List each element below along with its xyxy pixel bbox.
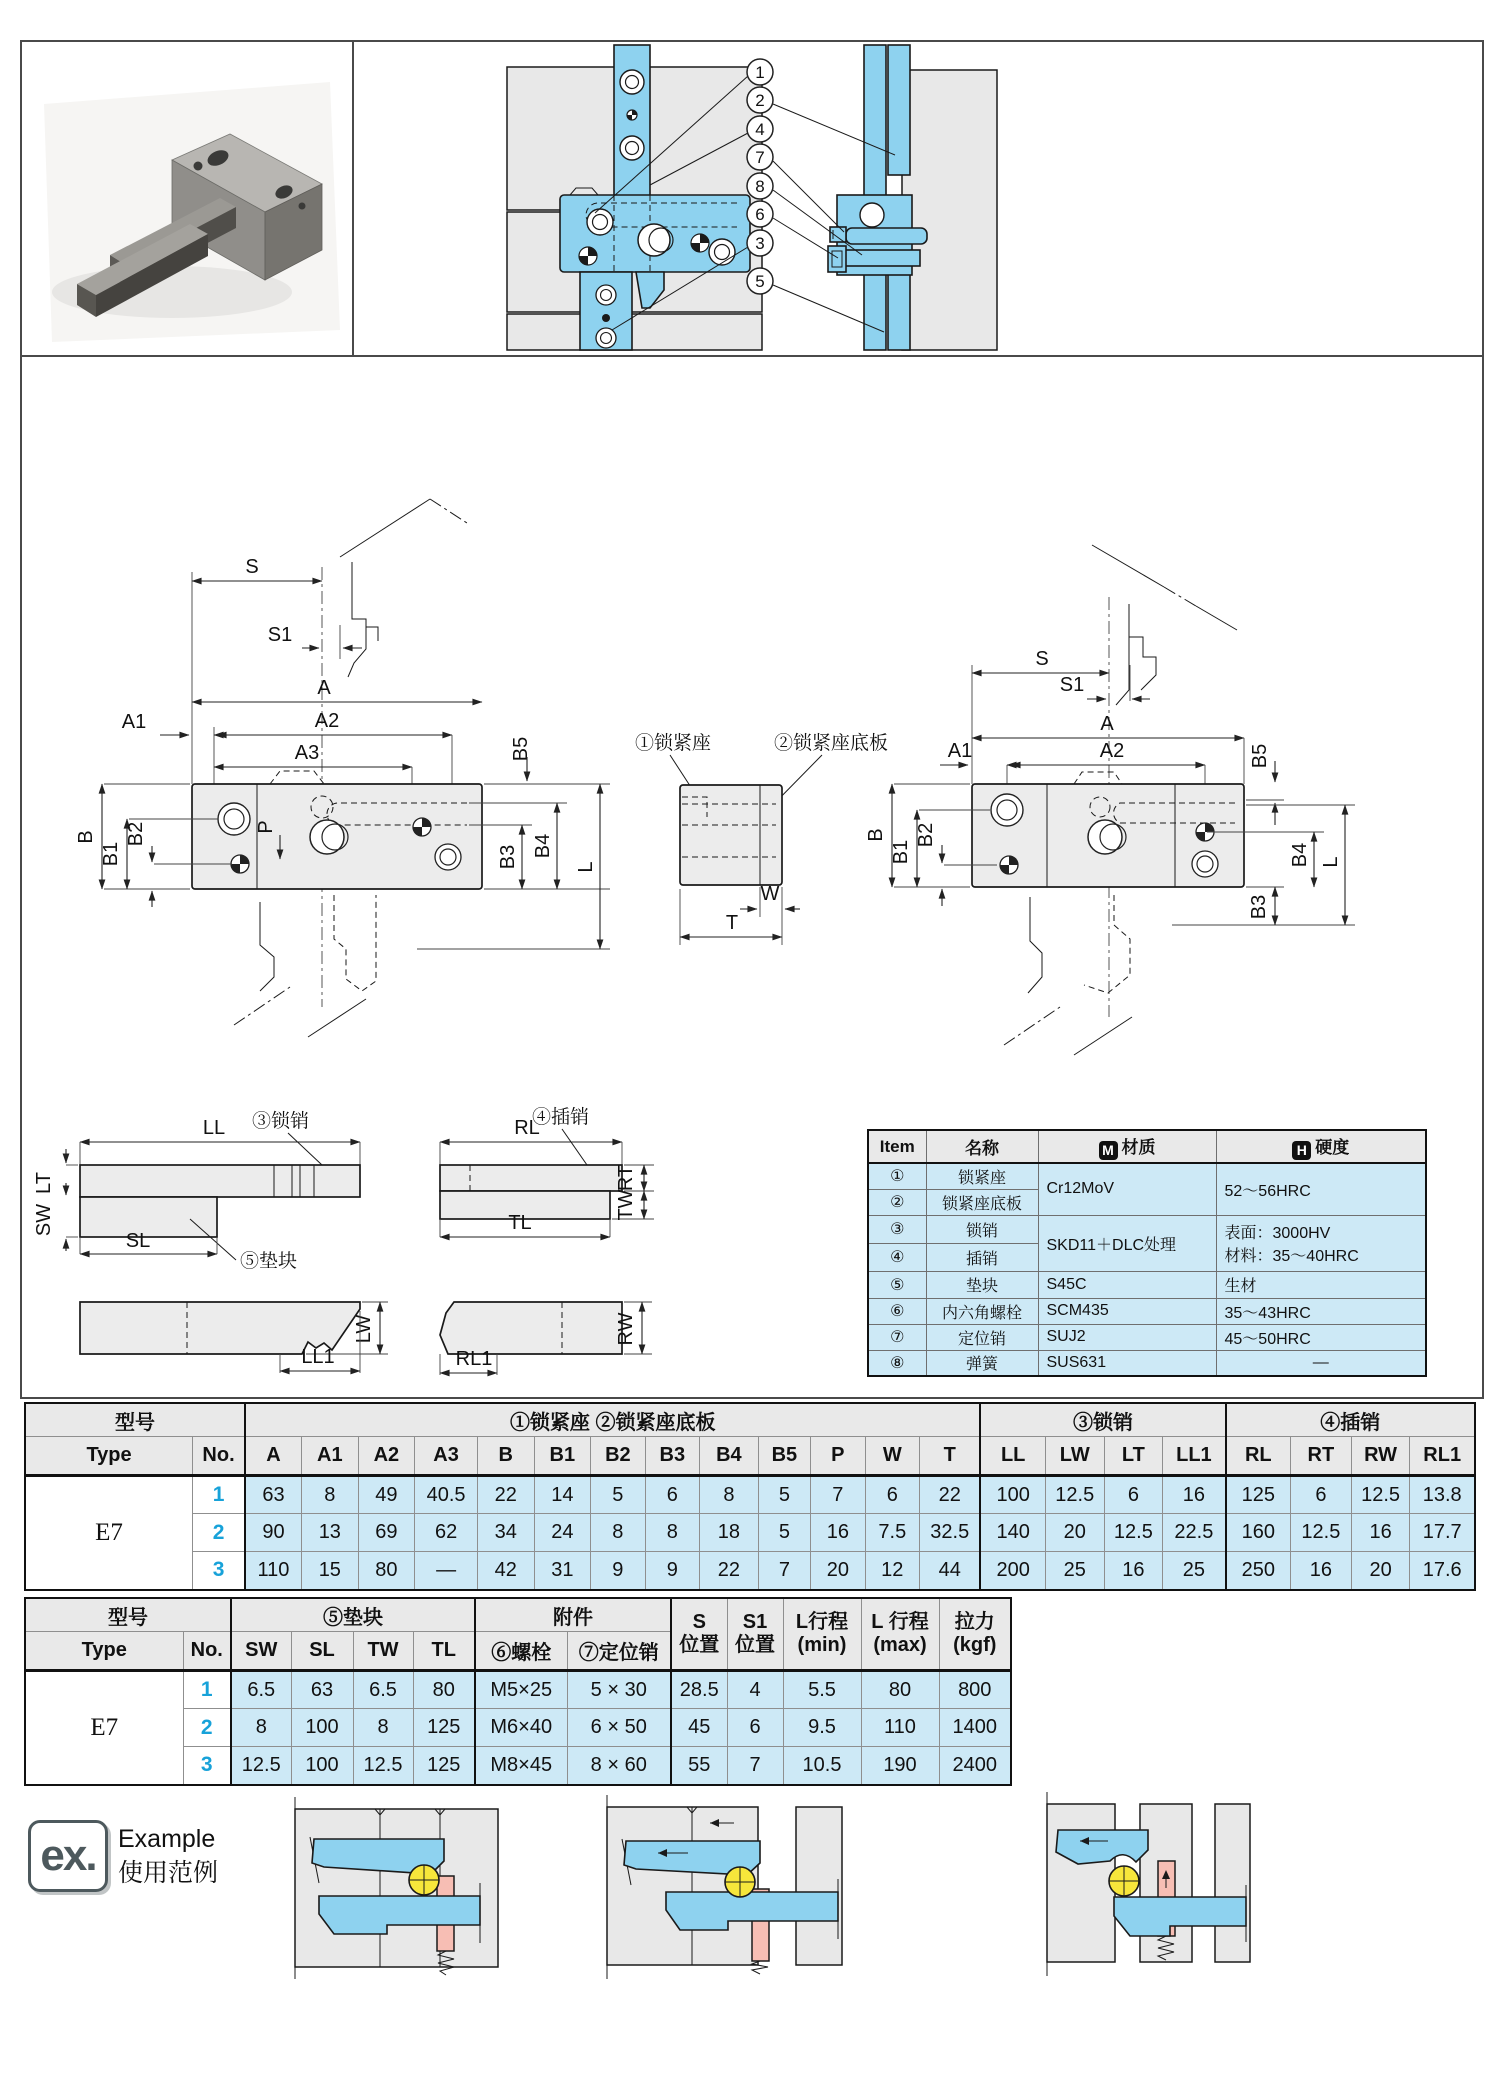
mat-item: ⑥ bbox=[868, 1298, 926, 1324]
t1-cell: 9 bbox=[591, 1552, 645, 1590]
assembly-side-view bbox=[828, 45, 997, 350]
t1-group-insertpin: ④插销 bbox=[1226, 1403, 1475, 1437]
t2-force: 2400 bbox=[939, 1747, 1011, 1785]
t2-no: 1 bbox=[183, 1671, 231, 1709]
t1-no: 2 bbox=[193, 1514, 245, 1552]
label-insert-pin: ④插销 bbox=[532, 1107, 590, 1128]
balloon-2-num: 2 bbox=[755, 91, 765, 110]
t1-cell: 6 bbox=[1104, 1476, 1163, 1514]
t2-cell: 125 bbox=[413, 1747, 475, 1785]
dim-b-right: B bbox=[865, 828, 887, 842]
t1-cell: 16 bbox=[1104, 1552, 1163, 1590]
t1-no: 3 bbox=[193, 1552, 245, 1590]
t1-cell: 22 bbox=[920, 1476, 981, 1514]
t1-col-T: T bbox=[920, 1437, 981, 1476]
left-plate-drawing bbox=[75, 499, 610, 1037]
t2-cell: 8 bbox=[353, 1709, 413, 1747]
t2-s1: 7 bbox=[727, 1747, 783, 1785]
dim-l-right: L bbox=[1320, 856, 1342, 868]
t2-col-pull-force bbox=[939, 1598, 1011, 1671]
t2-col-s-position bbox=[671, 1598, 727, 1671]
t2-col-bolt: ⑥螺栓 bbox=[475, 1632, 567, 1671]
t1-col-B5: B5 bbox=[758, 1437, 810, 1476]
t1-group-lockpin: ③锁销 bbox=[980, 1403, 1225, 1437]
mat-item: ① bbox=[868, 1163, 926, 1189]
balloon-8-num: 8 bbox=[755, 177, 765, 196]
assembly-front-view bbox=[507, 45, 765, 350]
t1-cell: 6 bbox=[865, 1476, 919, 1514]
mat-header-name: 名称 bbox=[926, 1130, 1038, 1163]
t1-cell: 200 bbox=[980, 1552, 1045, 1590]
t1-cell: 8 bbox=[700, 1476, 759, 1514]
t1-col-A: A bbox=[245, 1437, 302, 1476]
dim-b2-left: B2 bbox=[125, 821, 147, 847]
t2-col-TW: TW bbox=[353, 1632, 413, 1671]
t2-col-s1-position bbox=[727, 1598, 783, 1671]
t2-s: 55 bbox=[671, 1747, 727, 1785]
t1-cell: 16 bbox=[811, 1514, 865, 1552]
example-diagram-moving bbox=[600, 1793, 845, 1983]
balloon-3 bbox=[747, 230, 773, 256]
t1-model-header: 型号 bbox=[25, 1403, 245, 1437]
dim-rl: RL bbox=[514, 1117, 540, 1139]
t2-lmin: 10.5 bbox=[783, 1747, 861, 1785]
t1-cell: 20 bbox=[1045, 1514, 1104, 1552]
t2-cell: 6.5 bbox=[353, 1671, 413, 1709]
t2-s1: 6 bbox=[727, 1709, 783, 1747]
mat-hardness: — bbox=[1216, 1350, 1426, 1376]
dim-l-left: L bbox=[575, 861, 597, 873]
t2-type-header: Type bbox=[25, 1632, 183, 1671]
t1-cell: 13 bbox=[302, 1514, 359, 1552]
mat-material: SUS631 bbox=[1038, 1350, 1216, 1376]
t1-cell: 12.5 bbox=[1104, 1514, 1163, 1552]
t1-cell: 20 bbox=[1351, 1552, 1410, 1590]
t2-lmin: 9.5 bbox=[783, 1709, 861, 1747]
t1-cell: 80 bbox=[358, 1552, 415, 1590]
balloon-1-num: 1 bbox=[755, 63, 765, 82]
t1-cell: 8 bbox=[645, 1514, 699, 1552]
dim-b3-right: B3 bbox=[1248, 894, 1270, 920]
t1-cell: 16 bbox=[1163, 1476, 1226, 1514]
t1-cell: 250 bbox=[1226, 1552, 1291, 1590]
dim-s-left: S bbox=[245, 556, 259, 578]
mat-item: ⑧ bbox=[868, 1350, 926, 1376]
ex-logo bbox=[28, 1820, 108, 1892]
balloon-6 bbox=[747, 201, 773, 227]
balloon-2 bbox=[747, 87, 773, 113]
t1-cell: 17.6 bbox=[1410, 1552, 1475, 1590]
t2-s: 28.5 bbox=[671, 1671, 727, 1709]
t2-cell: 12.5 bbox=[231, 1747, 291, 1785]
t2-dowel: 6 × 50 bbox=[567, 1709, 671, 1747]
mat-name: 插销 bbox=[926, 1243, 1038, 1271]
t2-force: 1400 bbox=[939, 1709, 1011, 1747]
dim-rw: RW bbox=[615, 1312, 637, 1346]
mat-item: ④ bbox=[868, 1243, 926, 1271]
product-photo bbox=[22, 42, 350, 357]
t2-lmax: 80 bbox=[861, 1671, 939, 1709]
t1-col-LT: LT bbox=[1104, 1437, 1163, 1476]
t1-cell: 7.5 bbox=[865, 1514, 919, 1552]
t1-no: 1 bbox=[193, 1476, 245, 1514]
mat-hardness: 生材 bbox=[1216, 1271, 1426, 1298]
t2-col-SW: SW bbox=[231, 1632, 291, 1671]
mat-name: 锁销 bbox=[926, 1215, 1038, 1243]
dim-b5-left: B5 bbox=[510, 736, 532, 762]
t2-cell: 80 bbox=[413, 1671, 475, 1709]
balloon-5-num: 5 bbox=[755, 272, 765, 291]
t1-col-RL1: RL1 bbox=[1410, 1437, 1475, 1476]
mat-row-8 bbox=[868, 1350, 1426, 1376]
mat-header-hardness-text: 硬度 bbox=[1315, 1138, 1350, 1157]
material-badge-icon: M bbox=[1099, 1141, 1118, 1160]
t2-s-line2: 位置 bbox=[679, 1634, 720, 1656]
mat-hardness-34 bbox=[1216, 1215, 1426, 1271]
t2-cell: 125 bbox=[413, 1709, 475, 1747]
t2-lmin-line1: L行程 bbox=[795, 1611, 849, 1633]
t1-cell: 5 bbox=[591, 1476, 645, 1514]
dim-s-right: S bbox=[1035, 648, 1049, 670]
t2-bolt: M6×40 bbox=[475, 1709, 567, 1747]
t1-cell: 17.7 bbox=[1410, 1514, 1475, 1552]
label-lock-pin: ③锁销 bbox=[252, 1111, 310, 1132]
materials-table bbox=[867, 1129, 1427, 1377]
t2-no: 3 bbox=[183, 1747, 231, 1785]
t2-lmin-line2: (min) bbox=[797, 1634, 847, 1656]
mat-row-5 bbox=[868, 1271, 1426, 1298]
t1-row-1 bbox=[25, 1476, 1475, 1514]
mat-row-6 bbox=[868, 1298, 1426, 1324]
mat-name: 定位销 bbox=[926, 1324, 1038, 1350]
mat-item: ③ bbox=[868, 1215, 926, 1243]
t1-cell: 42 bbox=[478, 1552, 535, 1590]
t1-col-A2: A2 bbox=[358, 1437, 415, 1476]
t2-cell: 8 bbox=[231, 1709, 291, 1747]
t1-cell: 125 bbox=[1226, 1476, 1291, 1514]
mat-material: SCM435 bbox=[1038, 1298, 1216, 1324]
t1-cell: 110 bbox=[245, 1552, 302, 1590]
t1-cell: 15 bbox=[302, 1552, 359, 1590]
mat-row-7 bbox=[868, 1324, 1426, 1350]
t2-s1-line2: 位置 bbox=[735, 1634, 775, 1656]
mat-header-material-text: 材质 bbox=[1121, 1138, 1156, 1157]
t1-cell: 5 bbox=[758, 1476, 810, 1514]
balloon-4-num: 4 bbox=[755, 120, 765, 139]
dim-a1-right: A1 bbox=[947, 740, 973, 762]
t1-row-2 bbox=[25, 1514, 1475, 1552]
dimension-table-1 bbox=[24, 1402, 1476, 1591]
mat-material: S45C bbox=[1038, 1271, 1216, 1298]
t1-cell: 49 bbox=[358, 1476, 415, 1514]
t1-cell: 8 bbox=[302, 1476, 359, 1514]
t1-col-B4: B4 bbox=[700, 1437, 759, 1476]
mat-row-1 bbox=[868, 1163, 1426, 1189]
t2-group-accessories: 附件 bbox=[475, 1598, 671, 1632]
t2-cell: 100 bbox=[291, 1747, 353, 1785]
dim-t: T bbox=[725, 912, 739, 934]
t1-col-B3: B3 bbox=[645, 1437, 699, 1476]
mat-hardness-12: 52～56HRC bbox=[1216, 1163, 1426, 1215]
t1-row-3 bbox=[25, 1552, 1475, 1590]
t1-cell: 16 bbox=[1291, 1552, 1352, 1590]
t1-cell: 12.5 bbox=[1045, 1476, 1104, 1514]
t1-col-LL1: LL1 bbox=[1163, 1437, 1226, 1476]
assembly-diagram bbox=[352, 42, 1480, 355]
balloon-1 bbox=[747, 59, 773, 85]
t2-col-stroke-max bbox=[861, 1598, 939, 1671]
dim-s1-right: S1 bbox=[1059, 674, 1085, 696]
mat-hardness-34-line1: 表面：3000HV bbox=[1224, 1225, 1331, 1242]
t1-col-B: B bbox=[478, 1437, 535, 1476]
dim-b1-right: B1 bbox=[890, 839, 912, 865]
dim-w: W bbox=[760, 883, 780, 905]
t2-force-line1: 拉力 bbox=[954, 1611, 995, 1633]
dim-b5-right: B5 bbox=[1249, 743, 1271, 769]
t1-cell: 31 bbox=[534, 1552, 591, 1590]
t2-lmin: 5.5 bbox=[783, 1671, 861, 1709]
t1-cell: 14 bbox=[534, 1476, 591, 1514]
mat-name: 垫块 bbox=[926, 1271, 1038, 1298]
label-spacer: ⑤垫块 bbox=[240, 1251, 298, 1272]
t1-cell: 40.5 bbox=[415, 1476, 478, 1514]
balloon-7 bbox=[747, 144, 773, 170]
t1-cell: 8 bbox=[591, 1514, 645, 1552]
dim-b2-right: B2 bbox=[915, 822, 937, 848]
dim-a3-left: A3 bbox=[294, 742, 320, 764]
t1-cell: — bbox=[415, 1552, 478, 1590]
t1-cell: 18 bbox=[700, 1514, 759, 1552]
t2-cell: 12.5 bbox=[353, 1747, 413, 1785]
label-seat: ①锁紧座 bbox=[635, 733, 712, 754]
t1-group-main: ①锁紧座 ②锁紧座底板 bbox=[245, 1403, 981, 1437]
mat-header-material bbox=[1038, 1130, 1216, 1163]
mat-item: ⑤ bbox=[868, 1271, 926, 1298]
mat-item: ② bbox=[868, 1189, 926, 1215]
t1-cell: 7 bbox=[758, 1552, 810, 1590]
t2-bolt: M5×25 bbox=[475, 1671, 567, 1709]
dim-lt: LT bbox=[33, 1172, 55, 1194]
example-caption-cn: 使用范例 bbox=[118, 1858, 219, 1887]
t1-cell: 160 bbox=[1226, 1514, 1291, 1552]
t2-cell: 100 bbox=[291, 1709, 353, 1747]
right-plate-drawing bbox=[865, 545, 1355, 1055]
t2-lmax-line1: L 行程 bbox=[871, 1611, 929, 1633]
dim-b4-left: B4 bbox=[532, 833, 554, 859]
t1-cell: 90 bbox=[245, 1514, 302, 1552]
dim-b1-left: B1 bbox=[100, 841, 122, 867]
t1-cell: 16 bbox=[1351, 1514, 1410, 1552]
t2-cell: 63 bbox=[291, 1671, 353, 1709]
t2-force-line2: (kgf) bbox=[953, 1634, 997, 1656]
t1-cell: 22 bbox=[700, 1552, 759, 1590]
t1-cell: 22 bbox=[478, 1476, 535, 1514]
t1-cell: 5 bbox=[758, 1514, 810, 1552]
t1-cell: 62 bbox=[415, 1514, 478, 1552]
t1-cell: 13.8 bbox=[1410, 1476, 1475, 1514]
t1-type-header: Type bbox=[25, 1437, 193, 1476]
dim-b4-right: B4 bbox=[1289, 842, 1311, 868]
label-base: ②锁紧座底板 bbox=[774, 733, 889, 754]
t1-cell: 32.5 bbox=[920, 1514, 981, 1552]
t1-col-RW: RW bbox=[1351, 1437, 1410, 1476]
t1-cell: 12 bbox=[865, 1552, 919, 1590]
balloon-7-num: 7 bbox=[755, 148, 765, 167]
mat-hardness: 45～50HRC bbox=[1216, 1324, 1426, 1350]
t2-s1-line1: S1 bbox=[742, 1611, 768, 1633]
dim-a2-left: A2 bbox=[314, 710, 340, 732]
t2-s: 45 bbox=[671, 1709, 727, 1747]
t2-group-spacer: ⑤垫块 bbox=[231, 1598, 475, 1632]
dim-ll: LL bbox=[202, 1117, 226, 1139]
mat-header-item: Item bbox=[868, 1130, 926, 1163]
t2-cell: 6.5 bbox=[231, 1671, 291, 1709]
t1-cell: 9 bbox=[645, 1552, 699, 1590]
t1-col-A3: A3 bbox=[415, 1437, 478, 1476]
t1-cell: 20 bbox=[811, 1552, 865, 1590]
t1-col-B2: B2 bbox=[591, 1437, 645, 1476]
mat-hardness: 35～43HRC bbox=[1216, 1298, 1426, 1324]
example-diagram-open bbox=[1040, 1790, 1270, 1980]
middle-side-view bbox=[635, 732, 888, 945]
mat-name: 锁紧座 bbox=[926, 1163, 1038, 1189]
t1-cell: 25 bbox=[1163, 1552, 1226, 1590]
t2-bolt: M8×45 bbox=[475, 1747, 567, 1785]
mat-row-3 bbox=[868, 1215, 1426, 1243]
t2-col-dowel: ⑦定位销 bbox=[567, 1632, 671, 1671]
t2-s1: 4 bbox=[727, 1671, 783, 1709]
mat-name: 弹簧 bbox=[926, 1350, 1038, 1376]
mat-material-12: Cr12MoV bbox=[1038, 1163, 1216, 1215]
t1-cell: 140 bbox=[980, 1514, 1045, 1552]
t2-dowel: 8 × 60 bbox=[567, 1747, 671, 1785]
dim-rl1: RL1 bbox=[455, 1348, 493, 1370]
dim-a2-right: A2 bbox=[1099, 740, 1125, 762]
dim-lw: LW bbox=[353, 1314, 375, 1344]
ex-logo-text: ex. bbox=[40, 1831, 96, 1880]
lock-pin-drawing bbox=[33, 1110, 388, 1373]
dim-sw: SW bbox=[33, 1203, 55, 1237]
t1-cell: 34 bbox=[478, 1514, 535, 1552]
balloon-4 bbox=[747, 116, 773, 142]
hardness-badge-icon: H bbox=[1292, 1141, 1311, 1160]
t2-force: 800 bbox=[939, 1671, 1011, 1709]
t2-lmax: 110 bbox=[861, 1709, 939, 1747]
dim-b3-left: B3 bbox=[497, 844, 519, 870]
t2-lmax: 190 bbox=[861, 1747, 939, 1785]
t1-col-RT: RT bbox=[1291, 1437, 1352, 1476]
product-photo-panel bbox=[22, 42, 354, 357]
t1-cell: 24 bbox=[534, 1514, 591, 1552]
example-diagram-closed bbox=[288, 1795, 513, 1983]
dim-rt: RT bbox=[615, 1164, 637, 1192]
t2-col-SL: SL bbox=[291, 1632, 353, 1671]
t1-col-W: W bbox=[865, 1437, 919, 1476]
t1-type-value: E7 bbox=[25, 1476, 193, 1590]
t1-col-B1: B1 bbox=[534, 1437, 591, 1476]
mat-item: ⑦ bbox=[868, 1324, 926, 1350]
mat-name: 锁紧座底板 bbox=[926, 1189, 1038, 1215]
dim-b-left: B bbox=[75, 830, 97, 844]
t1-col-LL: LL bbox=[980, 1437, 1045, 1476]
t2-model-header: 型号 bbox=[25, 1598, 231, 1632]
t1-cell: 63 bbox=[245, 1476, 302, 1514]
t1-col-RL: RL bbox=[1226, 1437, 1291, 1476]
t1-cell: 7 bbox=[811, 1476, 865, 1514]
t2-s-line1: S bbox=[692, 1611, 706, 1633]
insert-pin-drawing bbox=[440, 1106, 654, 1375]
example-section bbox=[20, 1795, 1480, 2090]
dim-ll1: LL1 bbox=[301, 1346, 335, 1368]
t1-cell: 6 bbox=[645, 1476, 699, 1514]
dim-a-left: A bbox=[317, 677, 331, 699]
mat-name: 内六角螺栓 bbox=[926, 1298, 1038, 1324]
t2-col-stroke-min bbox=[783, 1598, 861, 1671]
balloon-8 bbox=[747, 173, 773, 199]
dim-p: P bbox=[255, 820, 277, 834]
t1-cell: 69 bbox=[358, 1514, 415, 1552]
t1-cell: 44 bbox=[920, 1552, 981, 1590]
balloon-3-num: 3 bbox=[755, 234, 765, 253]
t2-dowel: 5 × 30 bbox=[567, 1671, 671, 1709]
balloon-6-num: 6 bbox=[755, 205, 765, 224]
dim-a-right: A bbox=[1100, 713, 1114, 735]
t2-type-value: E7 bbox=[25, 1671, 183, 1785]
t1-cell: 100 bbox=[980, 1476, 1045, 1514]
t1-cell: 25 bbox=[1045, 1552, 1104, 1590]
mat-material-34: SKD11＋DLC处理 bbox=[1038, 1215, 1216, 1271]
example-caption bbox=[118, 1823, 218, 1891]
t2-lmax-line2: (max) bbox=[873, 1634, 927, 1656]
dim-tl: TL bbox=[508, 1212, 532, 1234]
t2-row-1 bbox=[25, 1671, 1011, 1709]
dim-a1-left: A1 bbox=[121, 711, 147, 733]
t1-cell: 12.5 bbox=[1291, 1514, 1352, 1552]
t1-col-P: P bbox=[811, 1437, 865, 1476]
t1-cell: 12.5 bbox=[1351, 1476, 1410, 1514]
t1-col-A1: A1 bbox=[302, 1437, 359, 1476]
t1-col-LW: LW bbox=[1045, 1437, 1104, 1476]
t2-no: 2 bbox=[183, 1709, 231, 1747]
balloon-5 bbox=[747, 268, 773, 294]
mat-hardness-34-line2: 材料：35～40HRC bbox=[1224, 1248, 1359, 1265]
mat-header-hardness bbox=[1216, 1130, 1426, 1163]
top-section bbox=[20, 40, 1484, 359]
dimension-table-2 bbox=[24, 1597, 1012, 1786]
t1-cell: 22.5 bbox=[1163, 1514, 1226, 1552]
mat-material: SUJ2 bbox=[1038, 1324, 1216, 1350]
t2-no-header: No. bbox=[183, 1632, 231, 1671]
t1-cell: 6 bbox=[1291, 1476, 1352, 1514]
dim-sl: SL bbox=[125, 1230, 151, 1252]
t2-col-TL: TL bbox=[413, 1632, 475, 1671]
example-caption-en: Example bbox=[118, 1825, 216, 1853]
t1-no-header: No. bbox=[193, 1437, 245, 1476]
drawing-section bbox=[20, 355, 1484, 1399]
dim-tw: TW bbox=[615, 1189, 637, 1221]
dim-s1-left: S1 bbox=[267, 624, 293, 646]
